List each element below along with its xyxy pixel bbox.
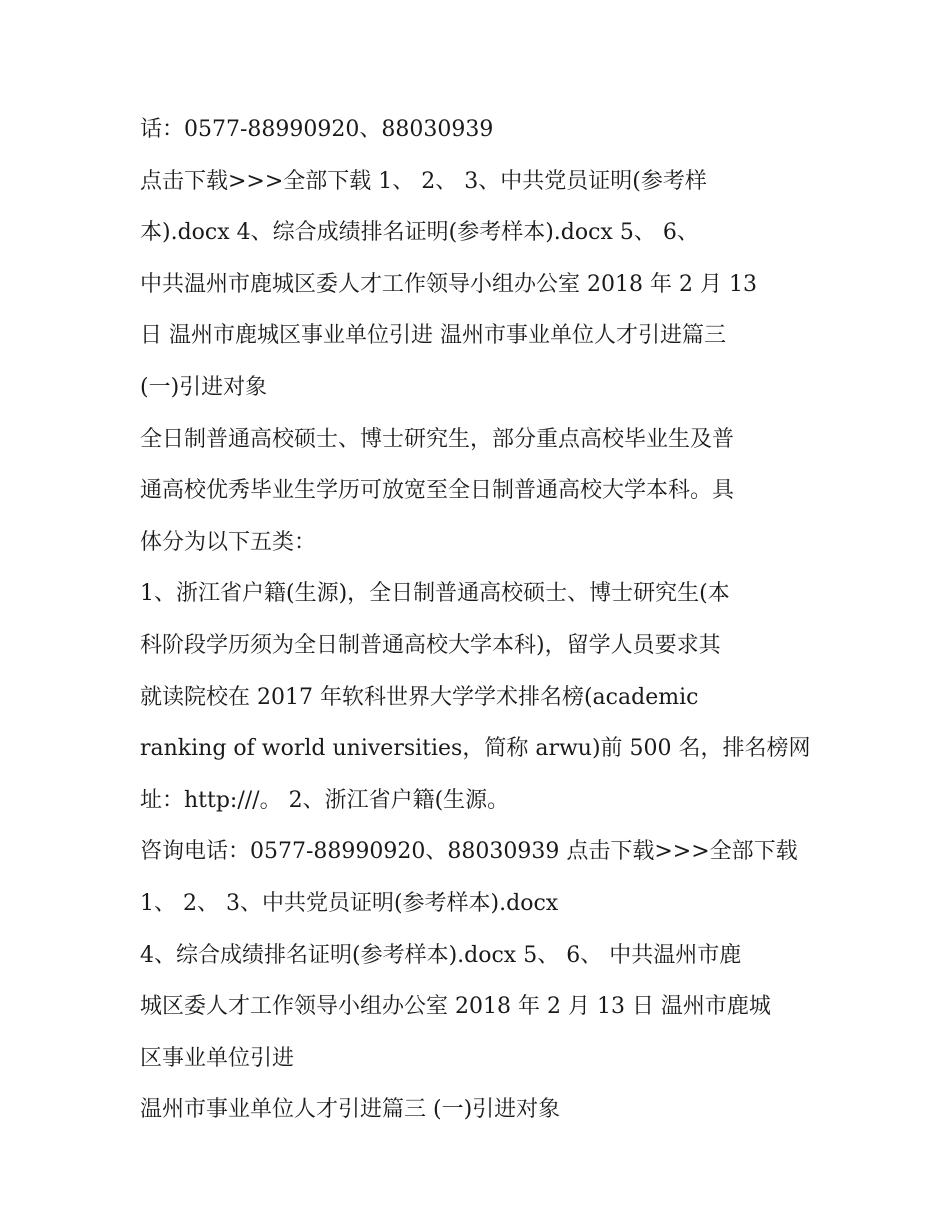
text-line: 1、 2、 3、中共党员证明(参考样本).docx — [140, 890, 559, 916]
text-line: ranking of world universities，简称 arwu)前 500 名，排名榜网 — [140, 736, 811, 762]
text-line: 就读院校在 2017 年软科世界大学学术排名榜(academic — [140, 684, 699, 710]
text-line: 咨询电话：0577-88990920、88030939 点击下载>>>全部下载 — [140, 839, 798, 865]
text-line: 城区委人才工作领导小组办公室 2018 年 2 月 13 日 温州市鹿城 — [140, 994, 771, 1020]
text-line: 温州市事业单位人才引进篇三 (一)引进对象 — [140, 1097, 561, 1123]
text-line: 全日制普通高校硕士、博士研究生，部分重点高校毕业生及普 — [140, 426, 735, 452]
section-heading: (一)引进对象 — [140, 374, 268, 400]
text-line: 科阶段学历须为全日制普通高校大学本科)，留学人员要求其 — [140, 632, 721, 658]
text-line: 中共温州市鹿城区委人才工作领导小组办公室 2018 年 2 月 13 — [140, 271, 757, 297]
text-line: 体分为以下五类： — [140, 529, 317, 555]
text-line: 日 温州市鹿城区事业单位引进 温州市事业单位人才引进篇三 — [140, 323, 726, 349]
text-line: 区事业单位引进 — [140, 1045, 295, 1071]
text-line: 址：http:///。 2、浙江省户籍(生源。 — [140, 787, 510, 813]
text-line: 1、浙江省户籍(生源)，全日制普通高校硕士、博士研究生(本 — [140, 581, 730, 607]
text-line: 点击下载>>>全部下载 1、 2、 3、中共党员证明(参考样 — [140, 168, 707, 194]
text-line: 本).docx 4、综合成绩排名证明(参考样本).docx 5、 6、 — [140, 220, 699, 246]
document-body — [140, 111, 830, 1143]
text-line: 通高校优秀毕业生学历可放宽至全日制普通高校大学本科。具 — [140, 478, 735, 504]
text-line: 4、综合成绩排名证明(参考样本).docx 5、 6、 中共温州市鹿 — [140, 942, 742, 968]
text-line: 话：0577-88990920、88030939 — [140, 117, 494, 142]
